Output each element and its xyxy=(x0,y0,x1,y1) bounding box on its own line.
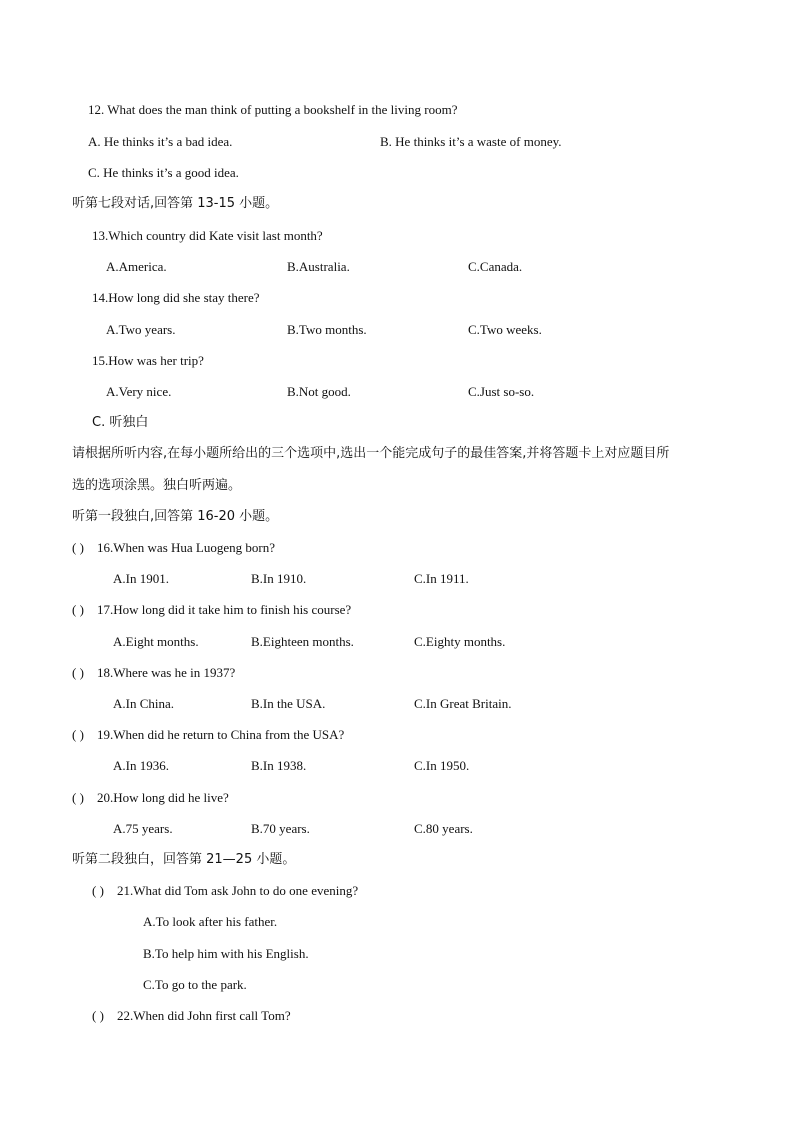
question-14-option-a: A.Two years. xyxy=(106,322,176,337)
question-17-option-b: B.Eighteen months. xyxy=(251,634,354,649)
question-19-option-b: B.In 1938. xyxy=(251,758,307,773)
monologue-1-instruction: 听第一段独白,回答第 16-20 小题。 xyxy=(72,509,279,524)
question-21-option-b: B.To help him with his English. xyxy=(143,946,309,961)
question-12-option-a: A. He thinks it’s a bad idea. xyxy=(88,134,233,149)
dialog-7-instruction: 听第七段对话,回答第 13-15 小题。 xyxy=(72,196,279,211)
question-17-text: 17.How long did it take him to finish his course? xyxy=(97,602,352,617)
question-19-option-c: C.In 1950. xyxy=(414,758,470,773)
question-13-option-c: C.Canada. xyxy=(468,259,523,274)
question-22-text: 22.When did John first call Tom? xyxy=(117,1008,291,1023)
question-15-option-b: B.Not good. xyxy=(287,384,351,399)
question-16-option-b: B.In 1910. xyxy=(251,571,307,586)
question-19-option-a: A.In 1936. xyxy=(113,758,169,773)
question-20-text: 20.How long did he live? xyxy=(97,790,229,805)
question-20-option-a: A.75 years. xyxy=(113,821,173,836)
question-21-answer-bracket: ( ) xyxy=(92,883,104,898)
question-18-answer-bracket: ( ) xyxy=(72,665,84,680)
question-18-option-b: B.In the USA. xyxy=(251,696,326,711)
question-14-option-b: B.Two months. xyxy=(287,322,367,337)
question-21-option-a: A.To look after his father. xyxy=(143,914,278,929)
question-21-text: 21.What did Tom ask John to do one evening? xyxy=(117,883,359,898)
question-12-option-c: C. He thinks it’s a good idea. xyxy=(88,165,239,180)
question-12-text: 12. What does the man think of putting a bookshelf in the living room? xyxy=(88,102,458,117)
instruction-line-2: 选的选项涂黑。独白听两遍。 xyxy=(72,478,242,493)
question-18-text: 18.Where was he in 1937? xyxy=(97,665,236,680)
question-17-option-c: C.Eighty months. xyxy=(414,634,506,649)
section-c-heading: C. 听独白 xyxy=(92,415,149,430)
question-13-option-b: B.Australia. xyxy=(287,259,350,274)
question-17-option-a: A.Eight months. xyxy=(113,634,199,649)
question-16-option-a: A.In 1901. xyxy=(113,571,169,586)
question-19-text: 19.When did he return to China from the USA? xyxy=(97,727,345,742)
question-20-answer-bracket: ( ) xyxy=(72,790,84,805)
question-21-option-c: C.To go to the park. xyxy=(143,977,247,992)
question-16-text: 16.When was Hua Luogeng born? xyxy=(97,540,275,555)
question-18-option-c: C.In Great Britain. xyxy=(414,696,512,711)
question-13-text: 13.Which country did Kate visit last month? xyxy=(92,228,323,243)
question-22-answer-bracket: ( ) xyxy=(92,1008,104,1023)
monologue-2-instruction: 听第二段独白，回答第 21—25 小题。 xyxy=(72,852,296,867)
question-13-option-a: A.America. xyxy=(106,259,167,274)
question-20-option-c: C.80 years. xyxy=(414,821,473,836)
question-16-answer-bracket: ( ) xyxy=(72,540,84,555)
question-16-option-c: C.In 1911. xyxy=(414,571,469,586)
question-17-answer-bracket: ( ) xyxy=(72,602,84,617)
question-15-option-a: A.Very nice. xyxy=(106,384,172,399)
question-19-answer-bracket: ( ) xyxy=(72,727,84,742)
question-20-option-b: B.70 years. xyxy=(251,821,310,836)
question-12-option-b: B. He thinks it’s a waste of money. xyxy=(380,134,562,149)
question-15-option-c: C.Just so-so. xyxy=(468,384,535,399)
question-15-text: 15.How was her trip? xyxy=(92,353,204,368)
question-14-option-c: C.Two weeks. xyxy=(468,322,542,337)
instruction-line-1: 请根据所听内容,在每小题所给出的三个选项中,选出一个能完成句子的最佳答案,并将答题卡上对应题目所 xyxy=(72,446,670,461)
question-18-option-a: A.In China. xyxy=(113,696,175,711)
question-14-text: 14.How long did she stay there? xyxy=(92,290,260,305)
